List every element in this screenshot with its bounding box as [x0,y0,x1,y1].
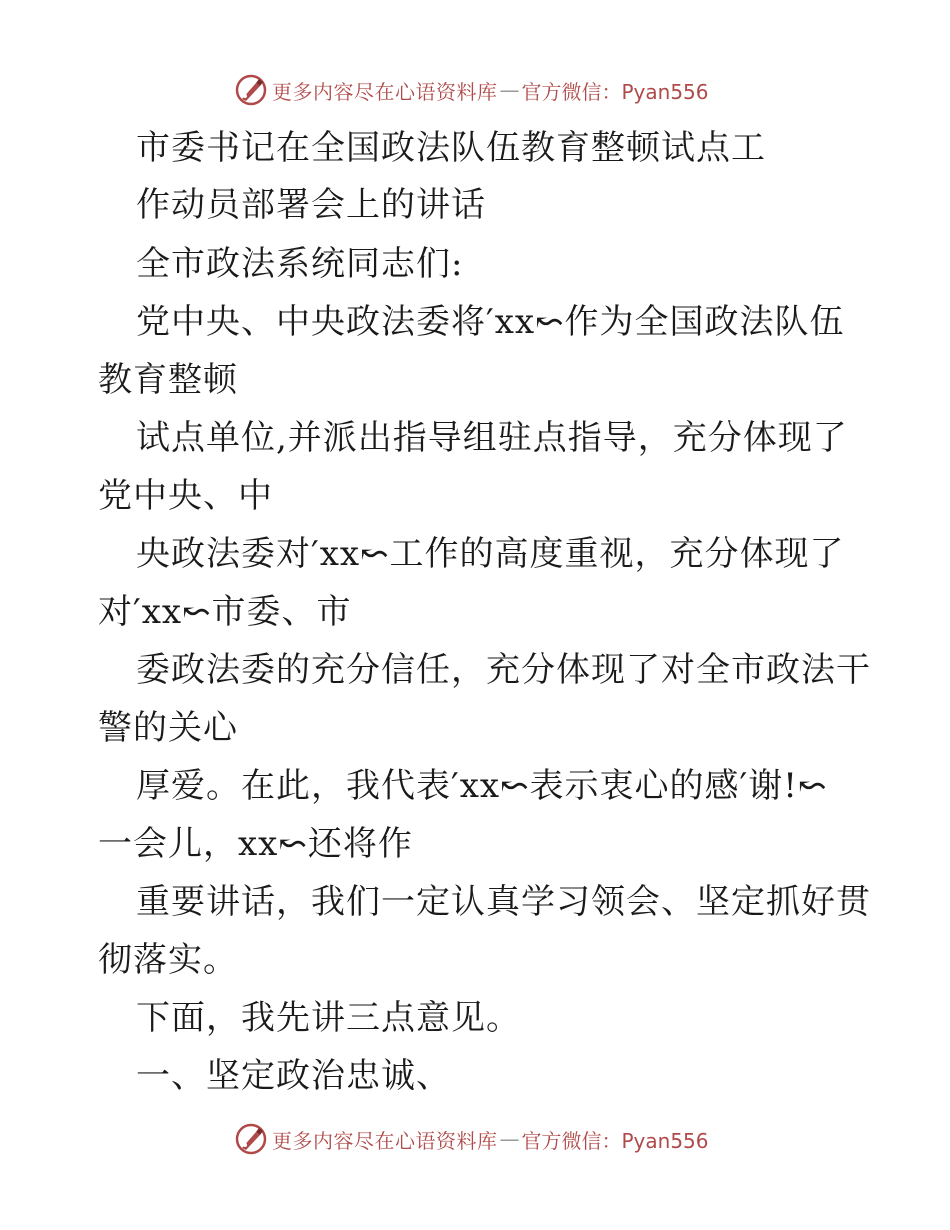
watermark-text: 更多内容尽在心语资料库 [272,79,498,104]
header-watermark [234,72,709,108]
watermark-contact: 官方微信：Pyan556 [521,79,709,104]
body-line: 教育整顿 [98,360,238,400]
pen-logo-icon [234,1122,268,1156]
body-line: 一会儿，xx↜还将作 [98,824,413,864]
body-line: 彻落实。 [98,940,238,980]
title-line-1: 市委书记在全国政法队伍教育整顿试点工 [136,128,766,168]
pen-logo-icon [234,73,268,107]
section-heading: 一、坚定政治忠诚、 [136,1056,451,1096]
body-line: 对′xx↜市委、市 [98,592,352,632]
watermark-separator: — [499,1127,520,1151]
watermark-text: 更多内容尽在心语资料库 [272,1128,498,1153]
salutation: 全市政法系统同志们: [136,244,464,284]
footer-watermark [234,1121,709,1157]
body-line: 厚爱。在此，我代表′xx↜表示衷心的感′谢!↜ [136,766,828,806]
body-line: 党中央、中 [98,476,273,516]
watermark-contact: 官方微信：Pyan556 [521,1128,709,1153]
watermark-separator: — [499,78,520,102]
body-line: 央政法委对′xx↜工作的高度重视，充分体现了 [136,534,845,574]
title-line-2: 作动员部署会上的讲话 [136,185,486,225]
body-line: 委政法委的充分信任，充分体现了对全市政法干 [136,650,871,690]
body-line: 下面，我先讲三点意见。 [136,998,521,1038]
body-line: 党中央、中央政法委将′xx↜作为全国政法队伍 [136,302,845,342]
body-line: 警的关心 [98,708,238,748]
body-line: 重要讲话，我们一定认真学习领会、坚定抓好贯 [136,882,871,922]
body-line: 试点单位,并派出指导组驻点指导，充分体现了 [136,418,848,458]
